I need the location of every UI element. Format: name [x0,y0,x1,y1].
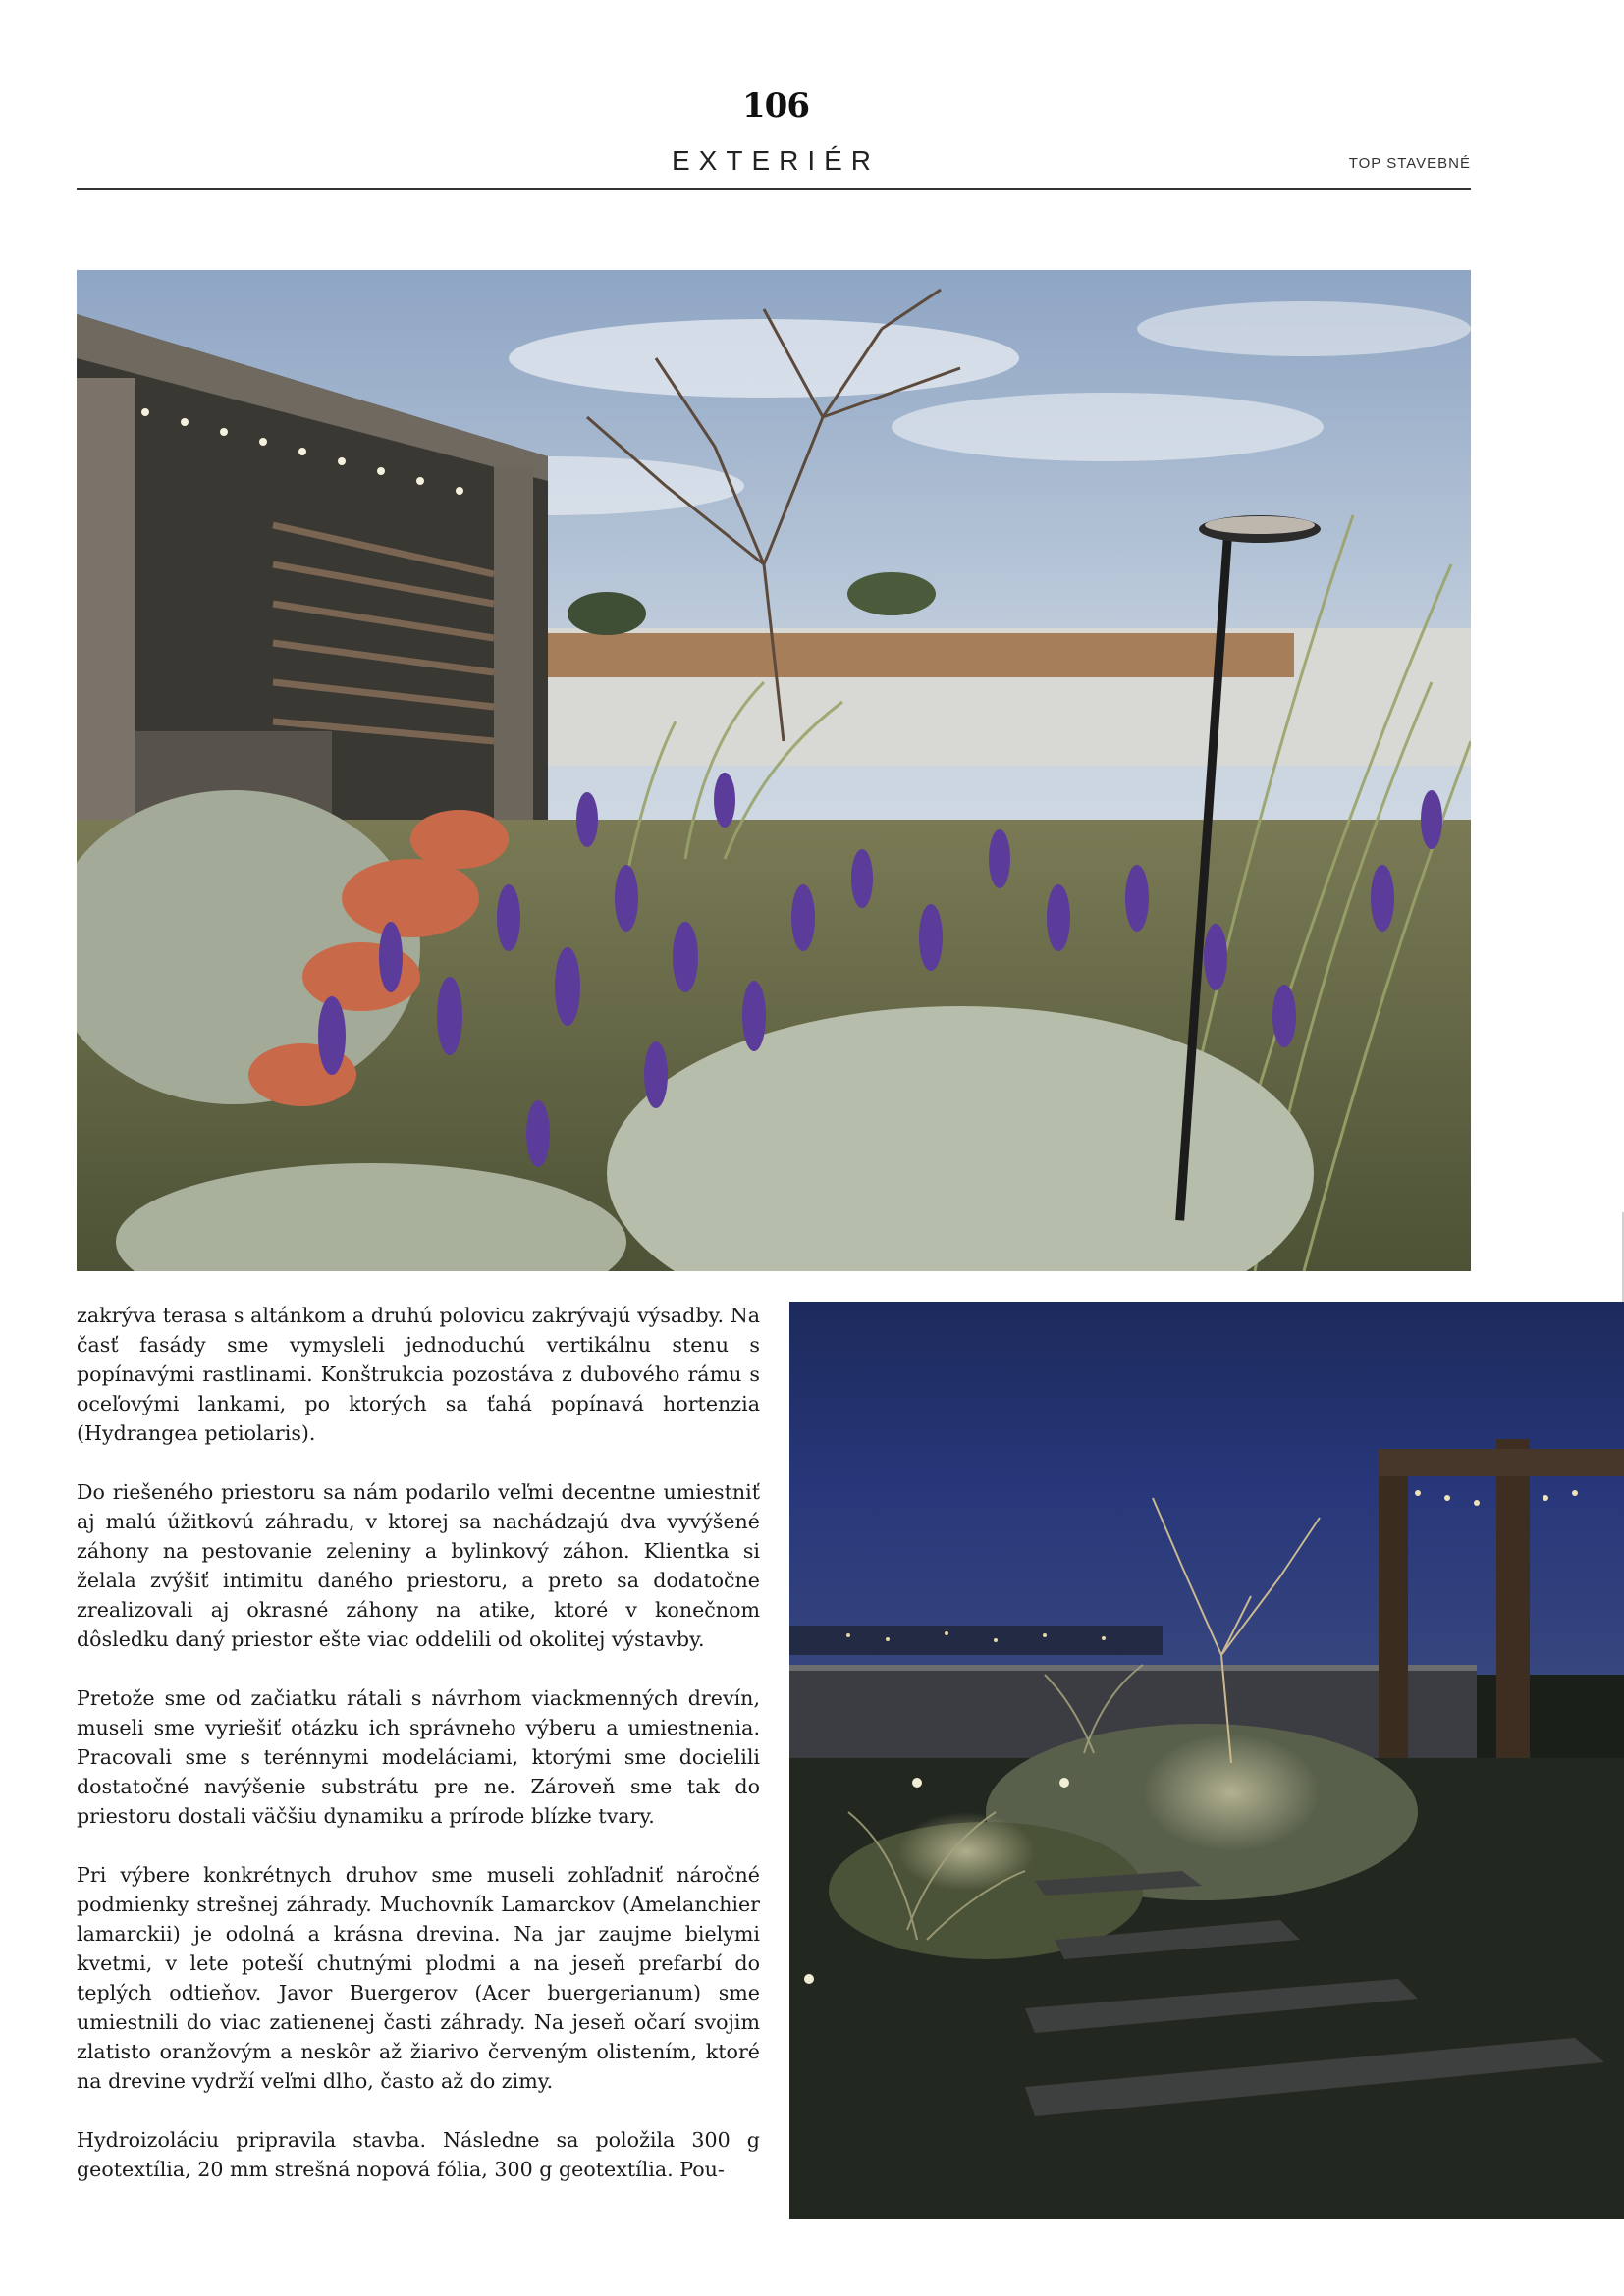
header-rule [77,188,1471,190]
paragraph-1: zakrýva terasa s altánkom a druhú polovicu zakrývajú výsadby. Na časť fasády sme vymysleli jednoduchú vertikálnu stenu s popínavými rastlinami. Konštrukcia pozostáva z dubového rámu s oceľovými lankami, po ktorých sa ťahá popínavá hortenzia (Hydrangea petiolaris). [77,1304,760,1445]
garden-photo-night [789,1302,1624,2219]
page-number: 106 [742,86,809,126]
magazine-name: TOP STAVEBNÉ [1348,155,1471,172]
garden-photo-day [77,270,1471,1271]
paragraph-4: Pri výbere konkrétnych druhov sme museli zohľadniť náročné podmienky strešnej záhrady. Muchovník Lamarckov (Amelanchier lamarckii) je odolná a krásna drevina. Na jar zaujme bielymi kvetmi, v lete poteší chutnými plodmi a na jeseň prefarbí do teplých odtieňov. Javor Buergerov (Acer buergerianum) sme umiestnili do viac zatienenej časti záhrady. Na jeseň očarí svojim zlatisto oranžovým a neskôr až žiarivo červeným olistením, ktoré na drevine vydrží veľmi dlho, často až do zimy. [77,1863,760,2093]
paragraph-5: Hydroizoláciu pripravila stavba. Následne sa položila 300 g geotextília, 20 mm strešná nopová fólia, 300 g geotextília. Pou- [77,2128,760,2181]
section-title: EXTERIÉR [671,145,881,176]
paragraph-3: Pretože sme od začiatku rátali s návrhom viackmenných drevín, museli sme vyriešiť otázku ich správneho výberu a umiestnenia. Pracovali sme s terénnymi modeláciami, ktorými sme docielili dostatočné navýšenie substrátu pre ne. Zároveň sme tak do priestoru dostali väčšiu dynamiku a prírode blízke tvary. [77,1686,760,1828]
article-body [77,1301,760,2184]
paragraph-2: Do riešeného priestoru sa nám podarilo veľmi decentne umiestniť aj malú úžitkovú záhradu, v ktorej sa nachádzajú dva vyvýšené záhony na pestovanie zeleniny a bylinkový záhon. Klientka si želala zvýšiť intimitu daného priestoru, a preto sa dodatočne zrealizovali aj okrasné záhony na atike, ktoré v konečnom dôsledku daný priestor ešte viac oddelili od okolitej výstavby. [77,1480,760,1651]
